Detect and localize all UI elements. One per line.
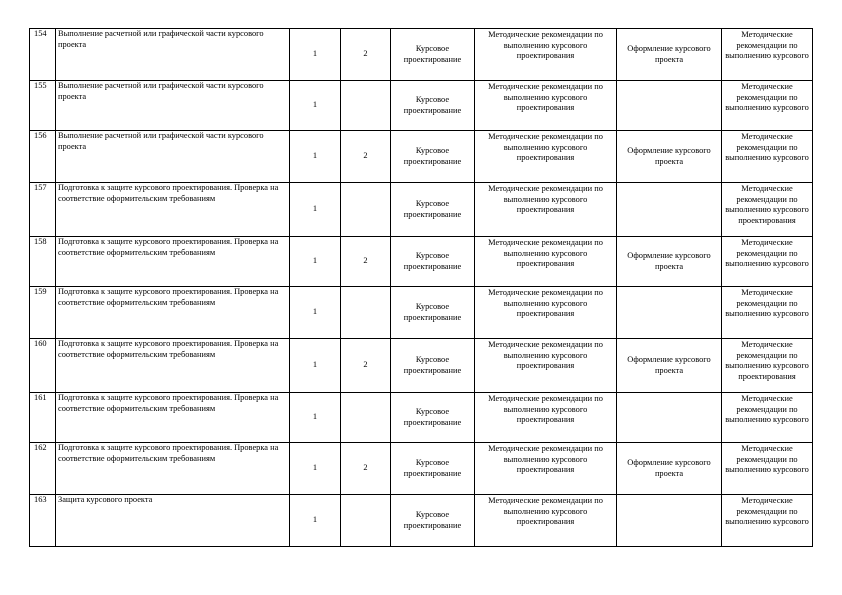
recommendations-cell: [722, 287, 813, 339]
lesson-type-cell: Курсовое проектирование: [391, 393, 475, 443]
row-number: 156: [30, 131, 56, 183]
independent-hours-cell: 2: [341, 237, 391, 287]
independent-hours-cell: 2: [341, 131, 391, 183]
independent-hours-cell: [341, 287, 391, 339]
lesson-topic: Подготовка к защите курсового проектирования. Проверка на соответствие оформительским требованиям: [56, 237, 290, 287]
row-number: 159: [30, 287, 56, 339]
lesson-type-cell: Курсовое проектирование: [391, 495, 475, 547]
recommendations-cell: [722, 29, 813, 81]
hours-cell: 1: [290, 131, 341, 183]
materials-cell: Методические рекомендации по выполнению курсового проектирования: [475, 495, 617, 547]
lesson-type-cell: Курсовое проектирование: [391, 131, 475, 183]
hours-cell: 1: [290, 443, 341, 495]
row-number: 160: [30, 339, 56, 393]
lesson-type-cell: Курсовое проектирование: [391, 81, 475, 131]
table-row: [30, 287, 813, 339]
materials-cell: Методические рекомендации по выполнению курсового проектирования: [475, 443, 617, 495]
hours-cell: 1: [290, 81, 341, 131]
materials-cell: Методические рекомендации по выполнению курсового проектирования: [475, 81, 617, 131]
lesson-topic: Подготовка к защите курсового проектирования. Проверка на соответствие оформительским требованиям: [56, 287, 290, 339]
document-page: [29, 28, 812, 547]
homework-cell: Оформление курсового проекта: [617, 237, 722, 287]
recommendations-cell: [722, 443, 813, 495]
lesson-type-cell: Курсовое проектирование: [391, 443, 475, 495]
lesson-plan-table: [29, 28, 813, 547]
recommendations-cell: [722, 339, 813, 393]
recommendations-text: Методические рекомендации по выполнению курсового: [725, 444, 809, 475]
hours-cell: 1: [290, 495, 341, 547]
lesson-topic: Выполнение расчетной или графической части курсового проекта: [56, 81, 290, 131]
homework-cell: Оформление курсового проекта: [617, 339, 722, 393]
table-row: [30, 339, 813, 393]
table-row: [30, 495, 813, 547]
recommendations-text: Методические рекомендации по выполнению курсового: [725, 496, 809, 527]
recommendations-text: Методические рекомендации по выполнению курсового: [725, 30, 809, 61]
homework-cell: [617, 495, 722, 547]
lesson-topic: Защита курсового проекта: [56, 495, 290, 547]
hours-cell: 1: [290, 29, 341, 81]
independent-hours-cell: 2: [341, 339, 391, 393]
homework-cell: [617, 81, 722, 131]
homework-cell: Оформление курсового проекта: [617, 29, 722, 81]
lesson-type-cell: Курсовое проектирование: [391, 287, 475, 339]
recommendations-cell: [722, 393, 813, 443]
homework-cell: Оформление курсового проекта: [617, 131, 722, 183]
recommendations-text: Методические рекомендации по выполнению курсового проектирования: [725, 340, 809, 381]
table-row: [30, 81, 813, 131]
materials-cell: Методические рекомендации по выполнению курсового проектирования: [475, 131, 617, 183]
lesson-topic: Подготовка к защите курсового проектирования. Проверка на соответствие оформительским требованиям: [56, 443, 290, 495]
hours-cell: 1: [290, 237, 341, 287]
lesson-topic: Подготовка к защите курсового проектирования. Проверка на соответствие оформительским требованиям: [56, 339, 290, 393]
materials-cell: Методические рекомендации по выполнению курсового проектирования: [475, 29, 617, 81]
lesson-type-cell: Курсовое проектирование: [391, 237, 475, 287]
hours-cell: 1: [290, 339, 341, 393]
recommendations-text: Методические рекомендации по выполнению курсового: [725, 82, 809, 113]
recommendations-text: Методические рекомендации по выполнению курсового: [725, 394, 809, 425]
row-number: 161: [30, 393, 56, 443]
independent-hours-cell: [341, 81, 391, 131]
lesson-topic: Выполнение расчетной или графической части курсового проекта: [56, 131, 290, 183]
independent-hours-cell: [341, 183, 391, 237]
table-row: [30, 443, 813, 495]
lesson-topic: Подготовка к защите курсового проектирования. Проверка на соответствие оформительским требованиям: [56, 183, 290, 237]
row-number: 155: [30, 81, 56, 131]
table-row: [30, 237, 813, 287]
homework-cell: [617, 393, 722, 443]
row-number: 163: [30, 495, 56, 547]
table-row: [30, 29, 813, 81]
lesson-topic: Подготовка к защите курсового проектирования. Проверка на соответствие оформительским требованиям: [56, 393, 290, 443]
row-number: 162: [30, 443, 56, 495]
recommendations-cell: [722, 81, 813, 131]
hours-cell: 1: [290, 287, 341, 339]
recommendations-text: Методические рекомендации по выполнению курсового: [725, 132, 809, 163]
independent-hours-cell: 2: [341, 443, 391, 495]
recommendations-text: Методические рекомендации по выполнению курсового: [725, 288, 809, 319]
lesson-type-cell: Курсовое проектирование: [391, 339, 475, 393]
materials-cell: Методические рекомендации по выполнению курсового проектирования: [475, 339, 617, 393]
lesson-topic: Выполнение расчетной или графической части курсового проекта: [56, 29, 290, 81]
table-row: [30, 183, 813, 237]
independent-hours-cell: [341, 495, 391, 547]
row-number: 157: [30, 183, 56, 237]
materials-cell: Методические рекомендации по выполнению курсового проектирования: [475, 237, 617, 287]
lesson-type-cell: Курсовое проектирование: [391, 29, 475, 81]
recommendations-cell: [722, 183, 813, 237]
recommendations-cell: [722, 237, 813, 287]
materials-cell: Методические рекомендации по выполнению курсового проектирования: [475, 393, 617, 443]
hours-cell: 1: [290, 183, 341, 237]
recommendations-cell: [722, 495, 813, 547]
recommendations-text: Методические рекомендации по выполнению курсового проектирования: [725, 184, 809, 225]
table-row: [30, 393, 813, 443]
materials-cell: Методические рекомендации по выполнению курсового проектирования: [475, 287, 617, 339]
recommendations-text: Методические рекомендации по выполнению курсового: [725, 238, 809, 269]
recommendations-cell: [722, 131, 813, 183]
homework-cell: [617, 287, 722, 339]
hours-cell: 1: [290, 393, 341, 443]
independent-hours-cell: 2: [341, 29, 391, 81]
homework-cell: [617, 183, 722, 237]
row-number: 154: [30, 29, 56, 81]
materials-cell: Методические рекомендации по выполнению курсового проектирования: [475, 183, 617, 237]
table-row: [30, 131, 813, 183]
row-number: 158: [30, 237, 56, 287]
homework-cell: Оформление курсового проекта: [617, 443, 722, 495]
lesson-type-cell: Курсовое проектирование: [391, 183, 475, 237]
independent-hours-cell: [341, 393, 391, 443]
